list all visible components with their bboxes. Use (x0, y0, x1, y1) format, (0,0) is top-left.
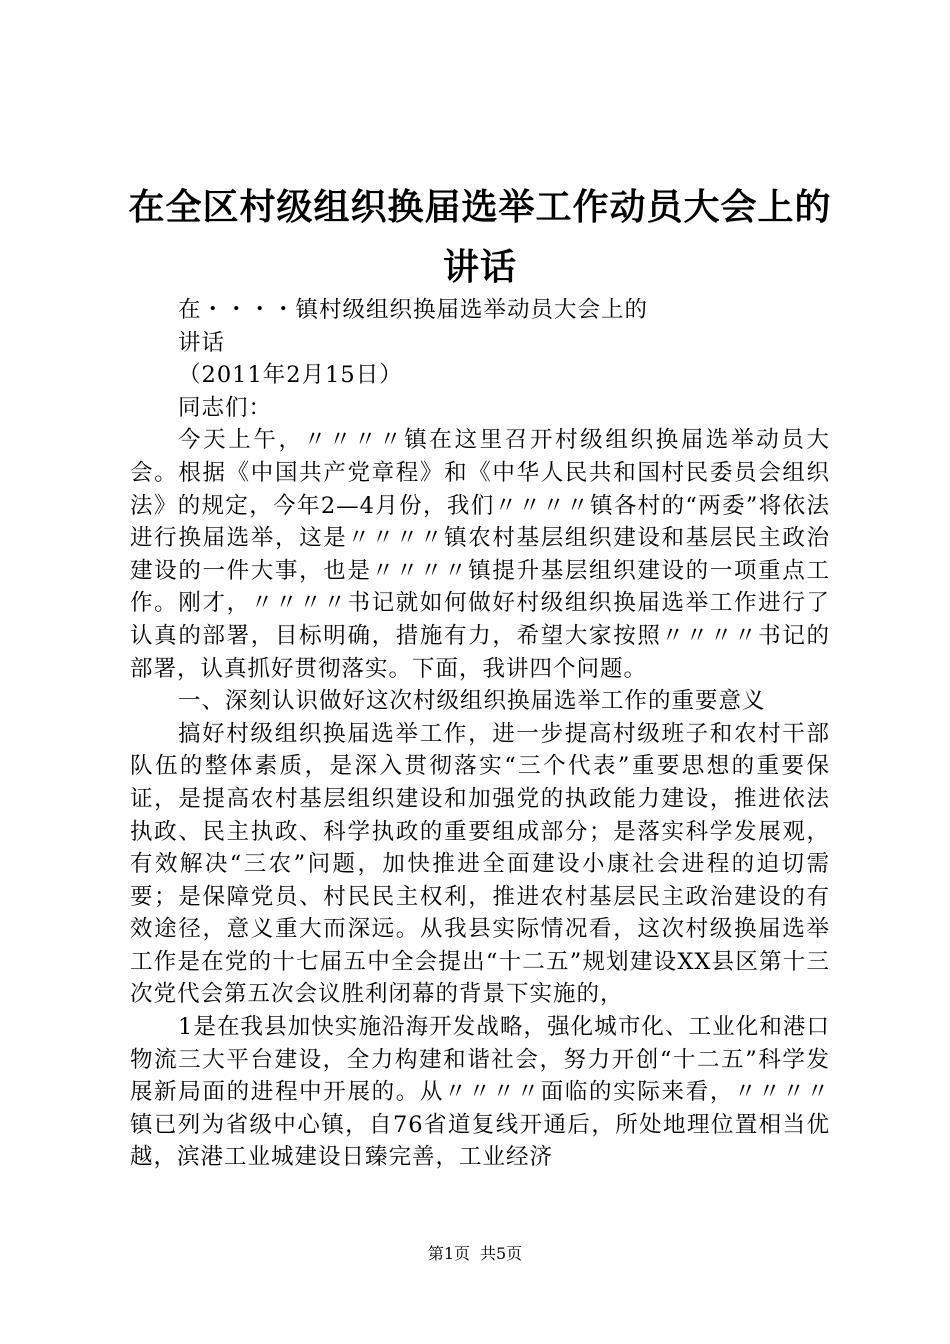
page-footer (0, 1244, 950, 1264)
paragraph-significance: 搞好村级组织换届选举工作，进一步提高村级班子和农村干部队伍的整体素质，是深入贯彻落实“三个代表”重要思想的重要保证，是提高农村基层组织建设和加强党的执政能力建设，推进依法执政、民主执政、科学执政的重要组成部分；是落实科学发展观，有效解决“三农”问题，加快推进全面建设小康社会进程的迫切需要；是保障党员、村民民主权利，推进农村基层民主政治建设的有效途径，意义重大而深远。从我县实际情况看，这次村级换届选举工作是在党的十七届五中全会提出“十二五”规划建设XX县区第十三次党代会第五次会议胜利闭幕的背景下实施的， (130, 720, 830, 1008)
page-number: 第1页 (427, 1244, 470, 1263)
document-title: 在全区村级组织换届选举工作动员大会上的讲话 (128, 187, 832, 288)
speech-date: （2011年2月15日） (178, 362, 403, 389)
subtitle-line-1: 在・・・・镇村级组织换届选举动员大会上的 (178, 297, 649, 323)
document-body (130, 294, 830, 1174)
salutation: 同志们： (178, 394, 273, 421)
page-total: 共5页 (480, 1244, 523, 1263)
section-heading-1: 一、深刻认识做好这次村级组织换届选举工作的重要意义 (178, 688, 766, 715)
paragraph-context: 1是在我县加快实施沿海开发战略，强化城市化、工业化和港口物流三大平台建设，全力构建和谐社会，努力开创“十二五”科学发展新局面的进程中开展的。从〃〃〃〃面临的实际来看，〃〃〃〃镇已列为省级中心镇，自76省道复线开通后，所处地理位置相当优越，滨港工业城建设日臻完善，工业经济 (130, 1014, 830, 1171)
paragraph-intro: 今天上午，〃〃〃〃镇在这里召开村级组织换届选举动员大会。根据《中国共产党章程》和《中华人民共和国村民委员会组织法》的规定，今年2—4月份，我们〃〃〃〃镇各村的“两委”将依法进行换届选举，这是〃〃〃〃镇农村基层组织建设和基层民主政治建设的一件大事，也是〃〃〃〃镇提升基层组织建设的一项重点工作。刚才，〃〃〃〃书记就如何做好村级组织换届选举工作进行了认真的部署，目标明确，措施有力，希望大家按照〃〃〃〃书记的部署，认真抓好贯彻落实。下面，我讲四个问题。 (130, 427, 830, 682)
subtitle-line-2: 讲话 (178, 329, 226, 356)
